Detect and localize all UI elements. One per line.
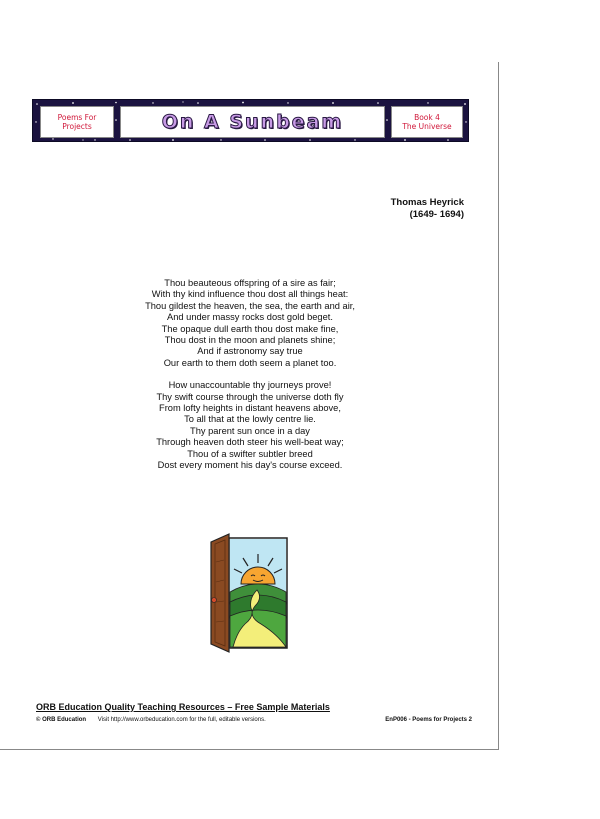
stanza-1 bbox=[90, 278, 410, 369]
poem-line: Thou gildest the heaven, the sea, the earth and air, bbox=[145, 300, 355, 311]
series-label-box bbox=[40, 106, 114, 138]
book-label-box bbox=[391, 106, 463, 138]
poem-line: The opaque dull earth thou dost make fine, bbox=[161, 323, 339, 334]
open-door-sun-illustration bbox=[203, 532, 303, 657]
poem-line: With thy kind influence thou dost all things heat: bbox=[151, 289, 349, 300]
series-label bbox=[58, 113, 97, 131]
poem-line: And if astronomy say true bbox=[197, 346, 303, 357]
series-label-line1: Poems For bbox=[57, 113, 97, 122]
book-label-line2: The Universe bbox=[402, 122, 452, 131]
poem-line: Thou of a swifter subtler breed bbox=[187, 448, 313, 459]
book-label-line1: Book 4 bbox=[414, 113, 440, 122]
poem-line: From lofty heights in distant heavens above, bbox=[159, 403, 341, 414]
footer-line bbox=[36, 717, 472, 723]
author-dates: (1649- 1694) bbox=[409, 209, 464, 220]
title-box bbox=[120, 106, 385, 138]
page-title: On A Sunbeam bbox=[161, 111, 344, 133]
poem-line: And under massy rocks dost gold beget. bbox=[167, 312, 333, 323]
stanza-2 bbox=[90, 380, 410, 471]
poem-line: Thou dost in the moon and planets shine; bbox=[164, 335, 336, 346]
footer-title: ORB Education Quality Teaching Resources – Free Sample Materials bbox=[36, 702, 330, 712]
series-label-line2: Projects bbox=[62, 122, 92, 131]
poem-line: How unaccountable thy journeys prove! bbox=[168, 380, 332, 391]
header-banner bbox=[32, 99, 469, 142]
poem-line: Thy swift course through the universe doth fly bbox=[156, 391, 344, 402]
footer-document-code: EnP006 - Poems for Projects 2 bbox=[385, 717, 472, 723]
author-name: Thomas Heyrick bbox=[390, 197, 464, 208]
book-label bbox=[402, 113, 451, 131]
door-panel bbox=[211, 534, 229, 652]
poem-line: Thy parent sun once in a day bbox=[190, 425, 310, 436]
author-block bbox=[391, 197, 464, 221]
footer-visit-text: Visit http://www.orbeducation.com for the full, editable versions. bbox=[97, 717, 266, 723]
poem-line: Dost every moment his day's course exceed. bbox=[157, 460, 343, 471]
poem-body bbox=[90, 278, 410, 483]
poem-line: Thou beauteous offspring of a sire as fair; bbox=[164, 278, 336, 288]
poem-line: To all that at the lowly centre lie. bbox=[184, 414, 316, 425]
footer-copyright: © ORB Education bbox=[36, 717, 87, 723]
poem-line: Our earth to them doth seem a planet too. bbox=[163, 357, 337, 368]
poem-line: Through heaven doth steer his well-beat way; bbox=[156, 437, 344, 448]
